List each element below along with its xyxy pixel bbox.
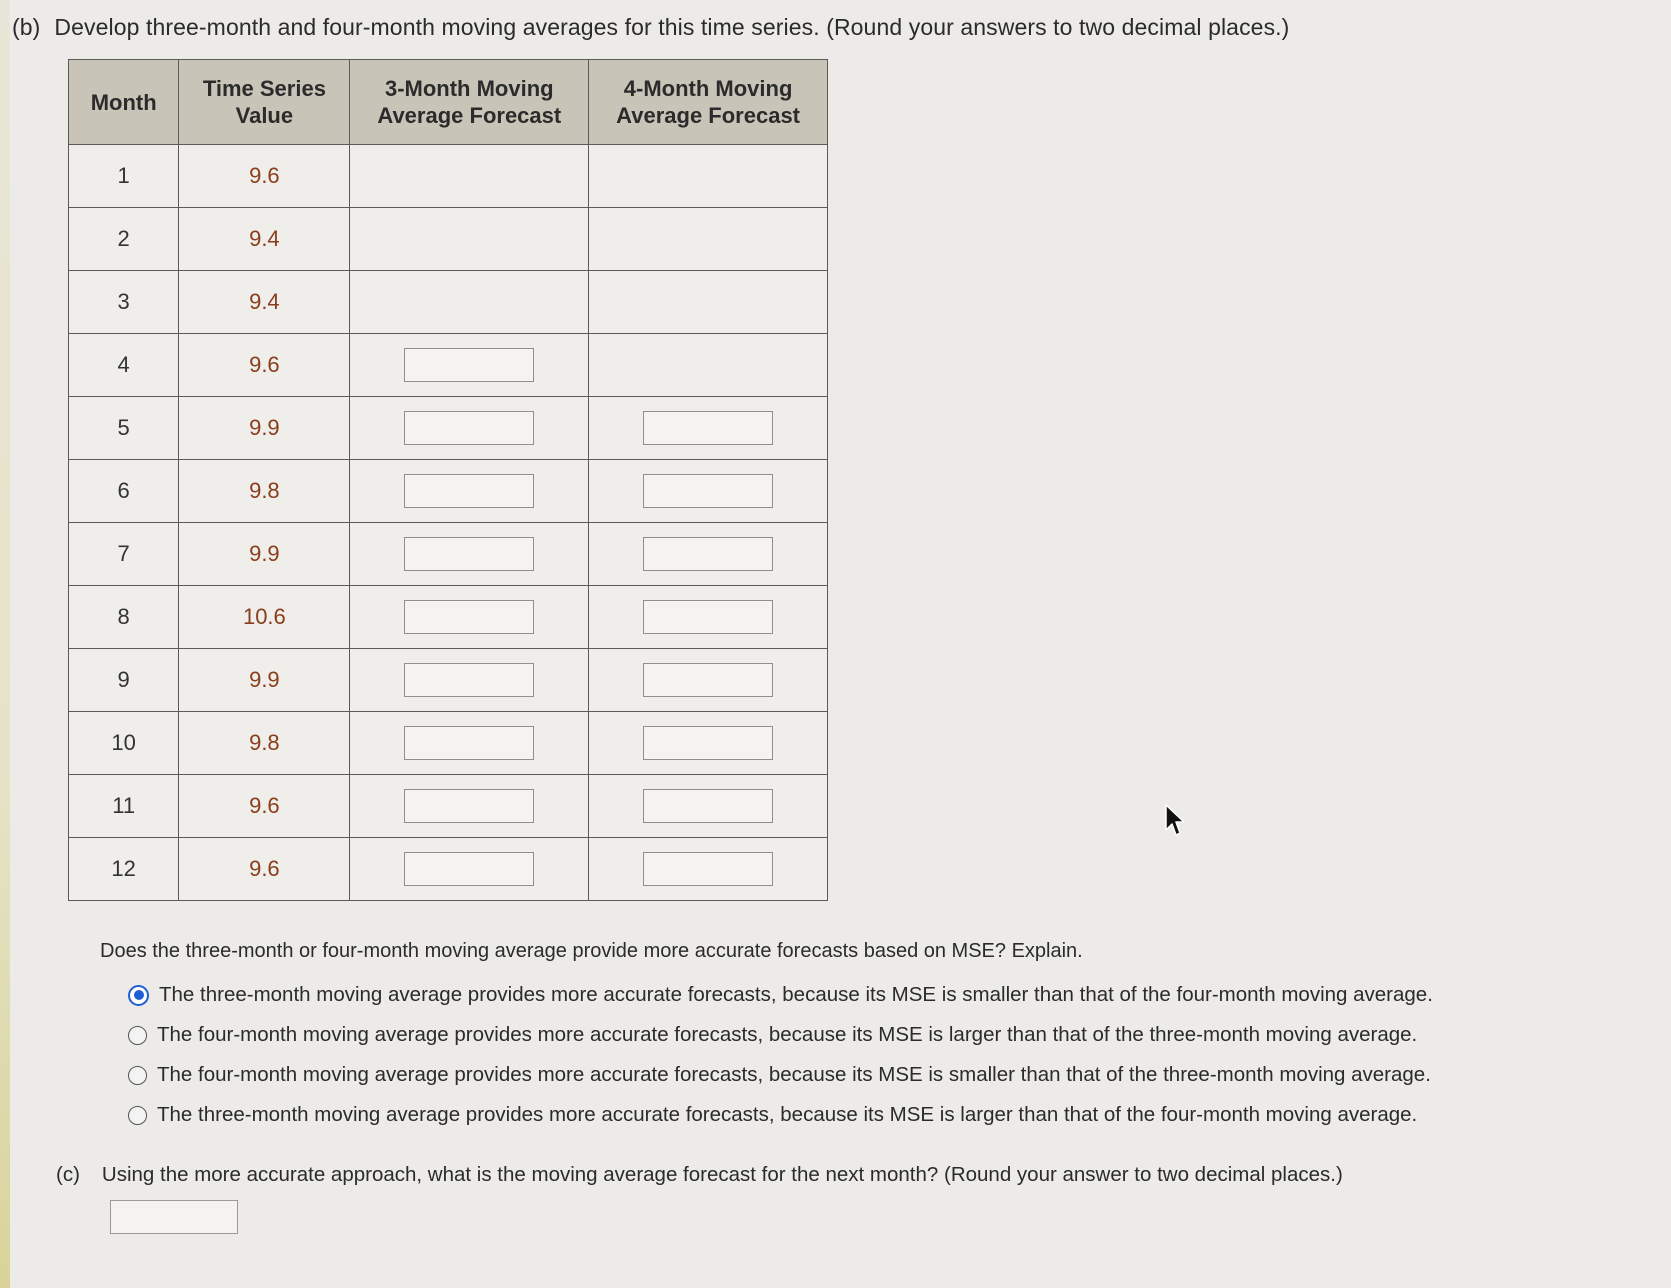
ma3-cell [350, 586, 589, 649]
table-row [69, 208, 828, 271]
header-3-month-ma [350, 60, 589, 145]
ma4-cell [589, 838, 828, 901]
month-cell: 9 [69, 649, 179, 712]
header-4-month-ma [589, 60, 828, 145]
table-row [69, 586, 828, 649]
ma4-input-month-10[interactable] [643, 726, 773, 760]
ma3-cell [350, 649, 589, 712]
ma3-cell-empty [350, 271, 589, 334]
radio-icon[interactable] [128, 1066, 147, 1085]
header-value-line1: Time Series [202, 76, 326, 101]
ma3-cell [350, 775, 589, 838]
ma4-input-month-5[interactable] [643, 411, 773, 445]
month-cell: 11 [69, 775, 179, 838]
mse-option-2[interactable] [128, 1015, 1433, 1055]
ma4-input-month-7[interactable] [643, 537, 773, 571]
time-series-value: 9.9 [179, 523, 350, 586]
table-row [69, 712, 828, 775]
table-row [69, 334, 828, 397]
month-cell: 8 [69, 586, 179, 649]
ma3-input-month-8[interactable] [404, 600, 534, 634]
mse-option-label: The three-month moving average provides more accurate forecasts, because its MSE is smaller than that of the four-month moving average. [159, 983, 1433, 1006]
ma4-cell [589, 775, 828, 838]
time-series-value: 9.6 [179, 145, 350, 208]
header-ma4-line2: Average Forecast [616, 103, 801, 128]
table-header-row [69, 60, 828, 145]
header-ma4-line1: 4-Month Moving [623, 76, 793, 101]
mse-question: Does the three-month or four-month moving average provide more accurate forecasts based on MSE? Explain. [100, 940, 1083, 962]
ma4-cell [589, 649, 828, 712]
ma3-cell-empty [350, 145, 589, 208]
month-cell: 1 [69, 145, 179, 208]
time-series-value: 10.6 [179, 586, 350, 649]
time-series-value: 9.4 [179, 208, 350, 271]
month-cell: 10 [69, 712, 179, 775]
ma3-cell [350, 712, 589, 775]
ma4-input-month-9[interactable] [643, 663, 773, 697]
left-edge-strip [0, 0, 10, 1288]
ma3-input-month-10[interactable] [404, 726, 534, 760]
time-series-value: 9.4 [179, 271, 350, 334]
ma3-cell-empty [350, 208, 589, 271]
header-value-line2: Value [235, 103, 294, 128]
ma4-cell [589, 460, 828, 523]
ma4-cell-empty [589, 145, 828, 208]
ma4-input-month-12[interactable] [643, 852, 773, 886]
time-series-value: 9.6 [179, 775, 350, 838]
ma4-cell-empty [589, 208, 828, 271]
mse-option-3[interactable] [128, 1055, 1433, 1095]
ma3-input-month-5[interactable] [404, 411, 534, 445]
table-row [69, 145, 828, 208]
table-row [69, 523, 828, 586]
ma4-cell [589, 523, 828, 586]
table-row [69, 460, 828, 523]
mouse-pointer-icon [1164, 804, 1188, 838]
part-b-letter: (b) [12, 14, 41, 40]
month-cell: 12 [69, 838, 179, 901]
header-month [69, 60, 179, 145]
ma3-cell [350, 523, 589, 586]
month-cell: 7 [69, 523, 179, 586]
ma4-cell [589, 712, 828, 775]
part-c-letter: (c) [56, 1163, 80, 1186]
header-month-label: Month [90, 89, 157, 115]
month-cell: 2 [69, 208, 179, 271]
mse-options [128, 975, 1433, 1135]
ma4-cell-empty [589, 334, 828, 397]
header-ma3-line1: 3-Month Moving [384, 76, 554, 101]
radio-selected-icon[interactable] [128, 985, 149, 1006]
mse-option-label: The four-month moving average provides more accurate forecasts, because its MSE is smaller than that of the three-month moving average. [157, 1063, 1431, 1086]
ma4-cell-empty [589, 271, 828, 334]
ma4-cell [589, 397, 828, 460]
time-series-value: 9.6 [179, 334, 350, 397]
next-month-forecast-input[interactable] [110, 1200, 238, 1234]
radio-icon[interactable] [128, 1026, 147, 1045]
part-b-instruction: Develop three-month and four-month moving averages for this time series. (Round your answers to two decimal places.) [54, 14, 1290, 40]
month-cell: 6 [69, 460, 179, 523]
month-cell: 3 [69, 271, 179, 334]
month-cell: 5 [69, 397, 179, 460]
ma3-input-month-12[interactable] [404, 852, 534, 886]
table-row [69, 649, 828, 712]
ma3-input-month-7[interactable] [404, 537, 534, 571]
moving-average-table [68, 59, 828, 901]
month-cell: 4 [69, 334, 179, 397]
part-b-heading [12, 14, 1289, 41]
time-series-value: 9.9 [179, 649, 350, 712]
mse-option-label: The three-month moving average provides more accurate forecasts, because its MSE is larger than that of the four-month moving average. [157, 1103, 1418, 1126]
mse-option-label: The four-month moving average provides more accurate forecasts, because its MSE is larger than that of the three-month moving average. [157, 1023, 1418, 1046]
time-series-value: 9.9 [179, 397, 350, 460]
header-ma3-line2: Average Forecast [377, 103, 562, 128]
table-row [69, 271, 828, 334]
mse-option-1[interactable] [128, 975, 1433, 1015]
ma4-input-month-8[interactable] [643, 600, 773, 634]
mse-option-4[interactable] [128, 1095, 1433, 1135]
ma4-input-month-6[interactable] [643, 474, 773, 508]
part-c-heading [56, 1163, 1343, 1187]
ma4-cell [589, 586, 828, 649]
ma3-cell [350, 397, 589, 460]
ma3-input-month-6[interactable] [404, 474, 534, 508]
time-series-value: 9.8 [179, 460, 350, 523]
ma3-input-month-11[interactable] [404, 789, 534, 823]
radio-icon[interactable] [128, 1106, 147, 1125]
ma3-input-month-4[interactable] [404, 348, 534, 382]
table-row [69, 397, 828, 460]
ma4-input-month-11[interactable] [643, 789, 773, 823]
ma3-cell [350, 460, 589, 523]
time-series-value: 9.8 [179, 712, 350, 775]
ma3-cell [350, 838, 589, 901]
table-row [69, 775, 828, 838]
ma3-cell [350, 334, 589, 397]
time-series-value: 9.6 [179, 838, 350, 901]
header-time-series-value [179, 60, 350, 145]
ma3-input-month-9[interactable] [404, 663, 534, 697]
table-row [69, 838, 828, 901]
part-c-prompt: Using the more accurate approach, what is the moving average forecast for the next month? (Round your answer to two decimal places.) [101, 1163, 1343, 1186]
